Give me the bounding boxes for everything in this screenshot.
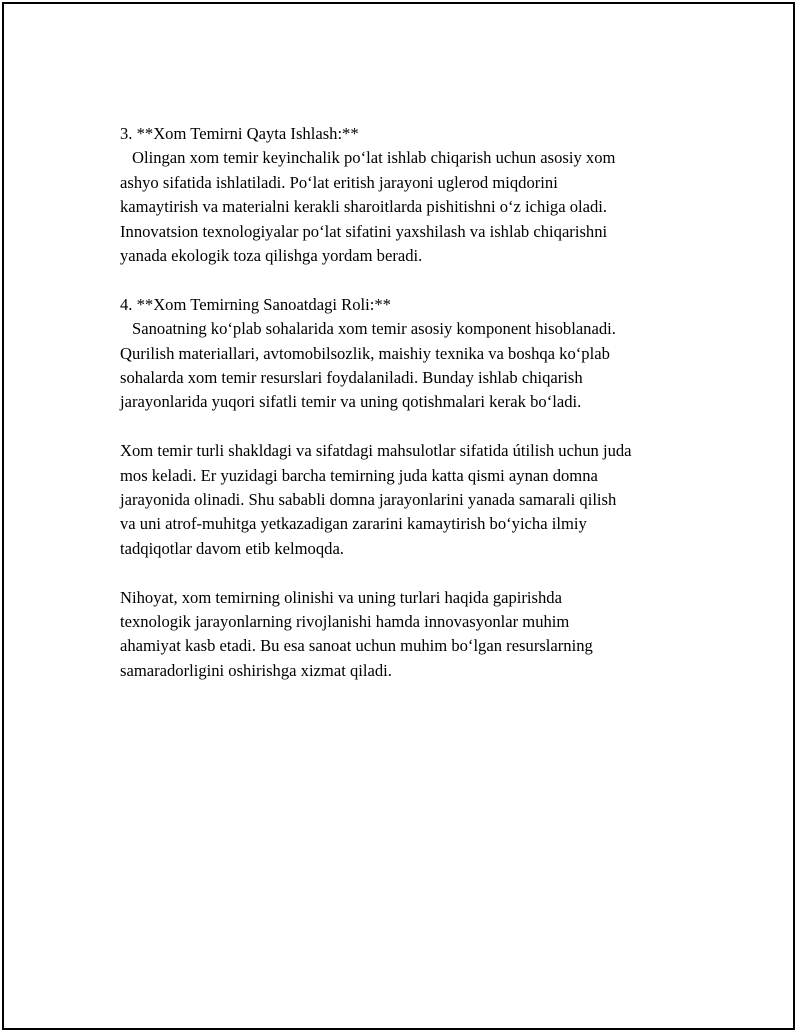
section-3 bbox=[120, 122, 710, 268]
section-line: Innovatsion texnologiyalar po‘lat sifatini yaxshilash va ishlab chiqarishni bbox=[120, 221, 608, 241]
paragraph-line: va uni atrof-muhitga yetkazadigan zararini kamaytirish bo‘yicha ilmiy bbox=[120, 514, 587, 534]
paragraph-line: Xom temir turli shakldagi va sifatdagi mahsulotlar sifatida útilish uchun juda bbox=[120, 441, 632, 461]
paragraph-line: tadqiqotlar davom etib kelmoqda. bbox=[120, 538, 344, 558]
section-heading: 3. **Xom Temirni Qayta Ishlash:** bbox=[120, 124, 359, 143]
section-line: Qurilish materiallari, avtomobilsozlik, maishiy texnika va boshqa ko‘plab bbox=[120, 343, 610, 363]
paragraph-1 bbox=[120, 439, 710, 561]
paragraph-line: Nihoyat, xom temirning olinishi va uning turlari haqida gapirishda bbox=[120, 587, 562, 607]
section-line: Olingan xom temir keyinchalik po‘lat ishlab chiqarish uchun asosiy xom bbox=[132, 148, 616, 168]
section-heading: 4. **Xom Temirning Sanoatdagi Roli:** bbox=[120, 294, 391, 314]
section-line: jarayonlarida yuqori sifatli temir va uning qotishmalari kerak bo‘ladi. bbox=[120, 392, 582, 412]
paragraph-2 bbox=[120, 586, 710, 684]
section-line: kamaytirish va materialni kerakli sharoitlarda pishitishni o‘z ichiga oladi. bbox=[120, 197, 608, 217]
section-line: ashyo sifatida ishlatiladi. Po‘lat eritish jarayoni uglerod miqdorini bbox=[120, 172, 558, 192]
paragraph-line: samaradorligini oshirishga xizmat qiladi. bbox=[120, 660, 392, 680]
section-4 bbox=[120, 293, 710, 415]
section-line: yanada ekologik toza qilishga yordam beradi. bbox=[120, 246, 423, 266]
section-line: Sanoatning ko‘plab sohalarida xom temir asosiy komponent hisoblanadi. bbox=[132, 319, 616, 339]
section-line: sohalarda xom temir resurslari foydalaniladi. Bunday ishlab chiqarish bbox=[120, 368, 583, 388]
paragraph-line: mos keladi. Er yuzidagi barcha temirning juda katta qismi aynan domna bbox=[120, 465, 598, 485]
paragraph-line: jarayonida olinadi. Shu sababli domna jarayonlarini yanada samarali qilish bbox=[120, 490, 617, 510]
document-body bbox=[120, 122, 710, 708]
document-page bbox=[2, 2, 795, 1030]
paragraph-line: ahamiyat kasb etadi. Bu esa sanoat uchun muhim bo‘lgan resurslarning bbox=[120, 636, 593, 656]
paragraph-line: texnologik jarayonlarning rivojlanishi hamda innovasyonlar muhim bbox=[120, 612, 570, 632]
